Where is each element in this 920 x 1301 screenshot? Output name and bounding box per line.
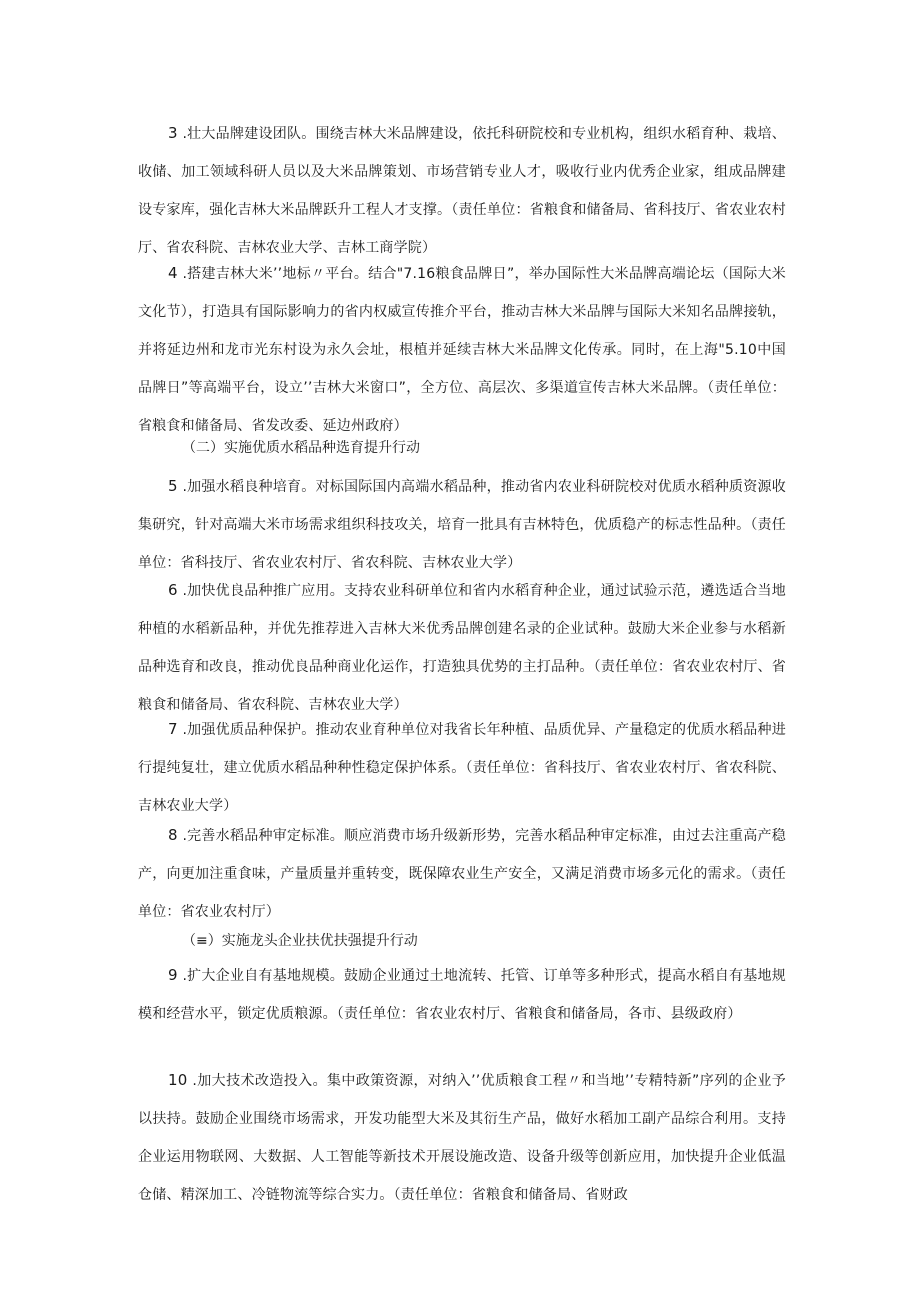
item-number: 3 xyxy=(168,124,178,142)
paragraph-text: .扩大企业自有基地规模。鼓励企业通过土地流转、托管、订单等多种形式，提高水稻自有基地规模和经营水平，锁定优质粮源。（责任单位：省农业农村厅、省粮食和储备局，各市、县级政府） xyxy=(138,968,786,1022)
paragraph-text: .加强优质品种保护。推动农业育种单位对我省长年种植、品质优异、产量稳定的优质水稻品种进行提纯复壮，建立优质水稻品种种性稳定保护体系。（责任单位：省科技厅、省农业农村厅、省农科院、吉林农业大学） xyxy=(138,722,786,814)
paragraph-item-6 xyxy=(138,571,786,724)
paragraph-item-10 xyxy=(138,1061,786,1214)
paragraph-item-4 xyxy=(138,254,786,445)
paragraph-item-8 xyxy=(138,816,786,931)
item-number: 4 xyxy=(168,264,178,282)
paragraph-text: .加强水稻良种培育。对标国际国内高端水稻品种，推动省内农业科研院校对优质水稻种质资源收集研究，针对高端大米市场需求组织科技攻关，培育一批具有吉林特色，优质稳产的标志性品种。（责任单位：省科技厅、省农业农村厅、省农科院、吉林农业大学） xyxy=(138,479,786,571)
section-heading-3: （≡）实施龙头企业扶优扶强提升行动 xyxy=(182,933,418,949)
paragraph-text: .壮大品牌建设团队。围绕吉林大米品牌建设，依托科研院校和专业机构，组织水稻育种、栽培、收储、加工领域科研人员以及大米品牌策划、市场营销专业人才，吸收行业内优秀企业家，组成品牌建设专家库，强化吉林大米品牌跃升工程人才支撑。（责任单位：省粮食和储备局、省科技厅、省农业农村厅、省农科院、吉林农业大学、吉林工商学院） xyxy=(138,126,786,256)
item-number: 6 xyxy=(168,581,178,599)
paragraph-item-9 xyxy=(138,956,786,1033)
item-number: 5 xyxy=(168,477,178,495)
paragraph-text: .加大技术改造投入。集中政策资源，对纳入’’优质粮食工程〃和当地’’专精特新”序列的企业予以扶持。鼓励企业围绕市场需求，开发功能型大米及其衍生产品，做好水稻加工副产品综合利用。支持企业运用物联网、大数据、人工智能等新技术开展设施改造、设备升级等创新应用，加快提升企业低温仓储、精深加工、冷链物流等综合实力。（责任单位：省粮食和储备局、省财政 xyxy=(138,1073,786,1203)
paragraph-text: .加快优良品种推广应用。支持农业科研单位和省内水稻育种企业，通过试验示范，遴选适合当地种植的水稻新品种，并优先推荐进入吉林大米优秀品牌创建名录的企业试种。鼓励大米企业参与水稻新品种选育和改良，推动优良品种商业化运作，打造独具优势的主打品种。（责任单位：省农业农村厅、省粮食和储备局、省农科院、吉林农业大学） xyxy=(138,583,786,713)
paragraph-item-7 xyxy=(138,710,786,825)
paragraph-text: .搭建吉林大米’’地标〃平台。结合"7.16粮食品牌日”，举办国际性大米品牌高端论坛（国际大米文化节），打造具有国际影响力的省内权威宣传推介平台，推动吉林大米品牌与国际大米知名品牌接轨，并将延边州和龙市光东村设为永久会址，根植并延续吉林大米品牌文化传承。同时，在上海"5.10中国品牌日”等高端平台，设立’’吉林大米窗口”，全方位、高层次、多渠道宣传吉林大米品牌。（责任单位：省粮食和储备局、省发改委、延边州政府） xyxy=(138,266,786,434)
paragraph-item-5 xyxy=(138,467,786,582)
item-number: 10 xyxy=(168,1071,188,1089)
paragraph-text: .完善水稻品种审定标准。顺应消费市场升级新形势，完善水稻品种审定标准，由过去注重高产稳产，向更加注重食味，产量质量并重转变，既保障农业生产安全，又满足消费市场多元化的需求。（责任单位：省农业农村厅） xyxy=(138,828,786,920)
paragraph-item-3 xyxy=(138,114,786,267)
item-number: 9 xyxy=(168,966,178,984)
item-number: 8 xyxy=(168,826,178,844)
section-heading-2: （二）实施优质水稻品种选育提升行动 xyxy=(182,440,420,456)
item-number: 7 xyxy=(168,720,178,738)
